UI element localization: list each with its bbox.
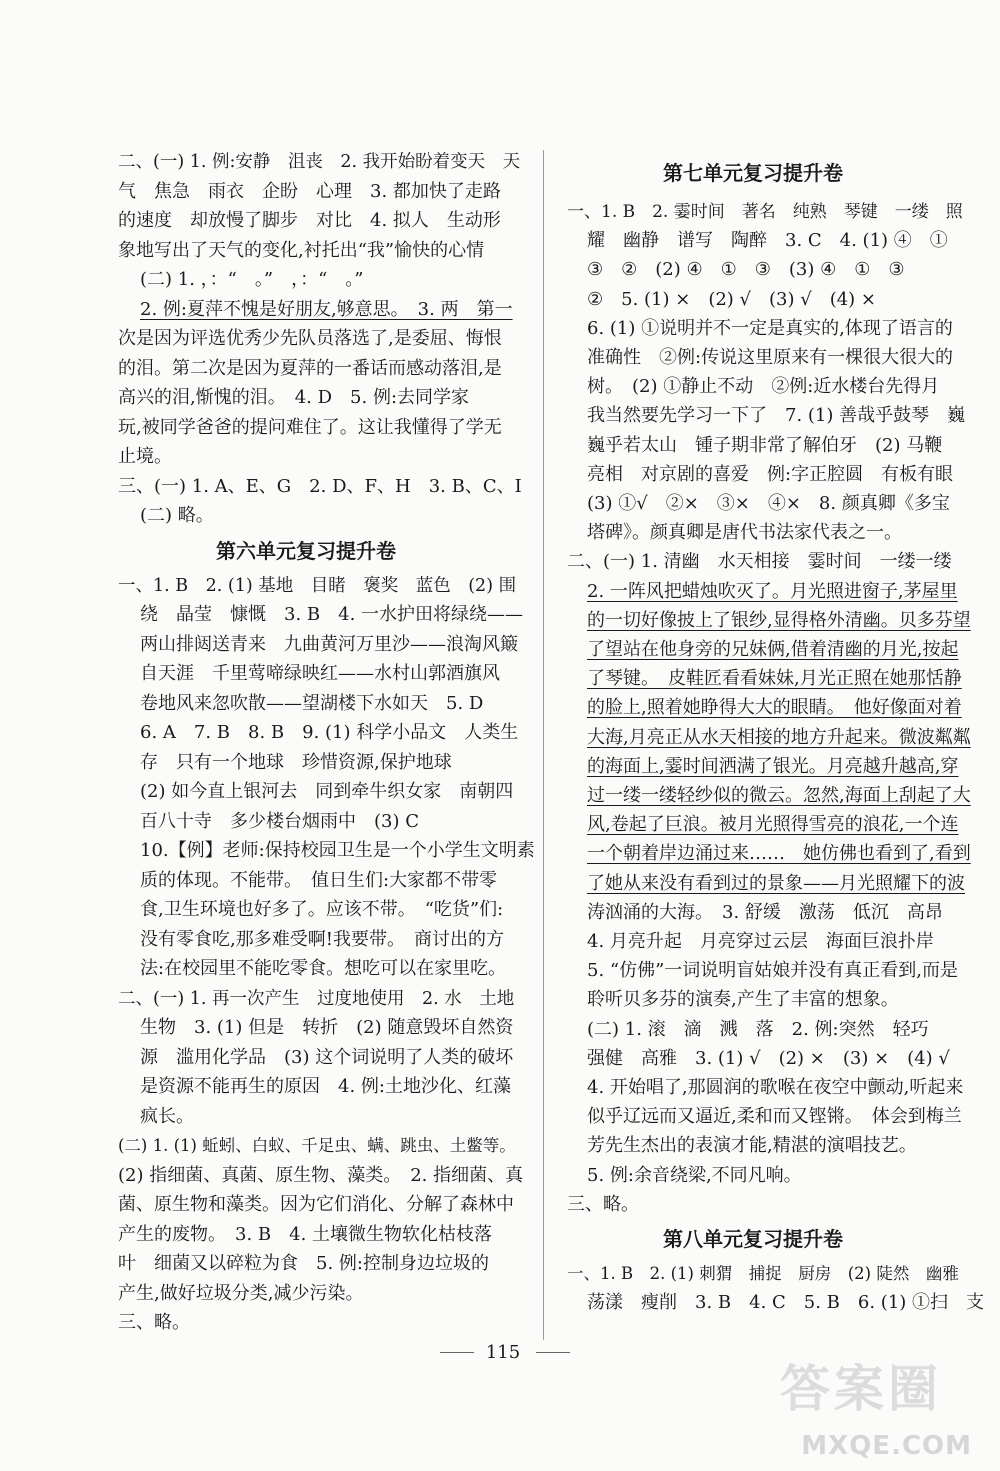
text-line: 亮相 对京剧的喜爱 例:字正腔圆 有板有眼 xyxy=(587,464,954,485)
text-line: 4. 开始唱了,那圆润的歌喉在夜空中颤动,听起来 xyxy=(587,1077,964,1098)
text-line: 高兴的泪,惭愧的泪。 4. D 5. 例:去同学家 xyxy=(118,387,470,408)
text-line: 的海面上,霎时间洒满了银光。月亮越升越高,穿 xyxy=(587,756,959,777)
text-line: 一个朝着岸边涌过来…… 她仿佛也看到了,看到 xyxy=(587,843,971,864)
text-line: 2. 一阵风把蜡烛吹灭了。月光照进窗子,茅屋里 xyxy=(587,581,958,602)
text-line: 两山排闼送青来 九曲黄河万里沙——浪淘风簸 xyxy=(140,634,518,655)
text-line: 叶 细菌又以碎粒为食 5. 例:控制身边垃圾的 xyxy=(118,1253,489,1274)
text-line: 源 滥用化学品 (3) 这个词说明了人类的破坏 xyxy=(140,1047,514,1068)
text-line: 气 焦急 雨衣 企盼 心理 3. 都加快了走路 xyxy=(118,181,501,202)
text-line: ③ ② (2) ④ ① ③ (3) ④ ① ③ xyxy=(587,259,905,280)
text-line: 三、略。 xyxy=(567,1194,639,1215)
text-line: 菌、原生物和藻类。因为它们消化、分解了森林中 xyxy=(118,1194,514,1215)
page-number: 115 xyxy=(485,1342,521,1363)
text-line: 卷地风来忽吹散——望湖楼下水如天 5. D xyxy=(140,693,484,714)
text-line: 存 只有一个地球 珍惜资源,保护地球 xyxy=(140,752,452,773)
text-line: (2) 如今直上银河去 同到牵牛织女家 南朝四 xyxy=(140,781,514,802)
section-heading: 第八单元复习提升卷 xyxy=(663,1227,843,1251)
text-line: (二) 1. ，：“ 。” ，：“ 。” xyxy=(140,269,364,290)
text-line: 了望站在他身旁的兄妹俩,借着清幽的月光,按起 xyxy=(587,639,959,660)
text-line: 二、(一) 1. 例:安静 沮丧 2. 我开始盼着变天 天 xyxy=(118,152,521,172)
text-line: 荡漾 瘦削 3. B 4. C 5. B 6. (1) ①扫 支 xyxy=(587,1292,985,1313)
text-line: 三、略。 xyxy=(118,1312,190,1333)
text-line: 了琴键。 皮鞋匠看看妹妹,月光正照在她那恬静 xyxy=(587,668,962,689)
text-line: 一、1. B 2. (1) 基地 目睹 褒奖 蓝色 (2) 围 xyxy=(118,576,517,596)
text-line: 二、(一) 1. 清幽 水天相接 霎时间 一缕一缕 xyxy=(567,551,952,572)
text-line: 耀 幽静 谱写 陶醉 3. C 4. (1) ④ ① xyxy=(587,230,948,251)
text-line: 产生的废物。 3. B 4. 土壤微生物软化枯枝落 xyxy=(118,1224,493,1245)
section-heading: 第六单元复习提升卷 xyxy=(216,538,396,563)
text-line: (二) 1. 滚 滴 溅 落 2. 例:突然 轻巧 xyxy=(587,1019,929,1040)
text-line: (2) 指细菌、真菌、原生物、藻类。 2. 指细菌、真 xyxy=(118,1165,524,1186)
divider xyxy=(543,150,544,1340)
text-line: 二、(一) 1. 再一次产生 过度地使用 2. 水 土地 xyxy=(118,989,515,1009)
text-line: ② 5. (1) × (2) √ (3) √ (4) × xyxy=(587,289,877,310)
text-line: (二) 1. (1) 蚯蚓、白蚁、千足虫、螨、跳虫、土鳖等。 xyxy=(118,1136,516,1155)
text-line: 质的体现。不能带。 值日生们:大家都不带零 xyxy=(140,870,498,891)
text-line: 止境。 xyxy=(118,446,172,467)
text-line: 10.【例】老师:保持校园卫生是一个小学生文明素 xyxy=(140,840,535,861)
section-heading: 第七单元复习提升卷 xyxy=(663,161,843,185)
text-line: 似乎辽远而又逼近,柔和而又铿锵。 体会到梅兰 xyxy=(587,1106,962,1127)
text-line: 准确性 ②例:传说这里原来有一棵很大很大的 xyxy=(587,347,954,368)
text-line: 树。 (2) ①静止不动 ②例:近水楼台先得月 xyxy=(587,376,940,397)
watermark-text: 答案圈 xyxy=(780,1360,942,1418)
text-line: 了她从来没有看到过的景象——月光照耀下的波 xyxy=(587,873,965,894)
footer-dash xyxy=(536,1352,570,1353)
text-line: 5. “仿佛”一词说明盲姑娘并没有真正看到,而是 xyxy=(587,960,959,981)
text-line: (3) ①√ ②× ③× ④× 8. 颜真卿《多宝 xyxy=(587,493,950,514)
text-line: 塔碑》。颜真卿是唐代书法家代表之一。 xyxy=(587,522,902,543)
text-line: 4. 月亮升起 月亮穿过云层 海面巨浪扑岸 xyxy=(587,931,934,952)
text-line: 2. 例:夏萍不愧是好朋友,够意思。 3. 两 第一 xyxy=(140,299,513,320)
text-line: 的一切好像披上了银纱,显得格外清幽。贝多芬望 xyxy=(587,610,971,631)
text-line: 次是因为评选优秀少先队员落选了,是委屈、悔恨 xyxy=(118,328,502,349)
text-line: 聆听贝多芬的演奏,产生了丰富的想象。 xyxy=(587,989,899,1010)
text-line: 自天涯 千里莺啼绿映红——水村山郭酒旗风 xyxy=(140,663,500,684)
text-line: 绕 晶莹 慷慨 3. B 4. 一水护田将绿绕—— xyxy=(140,604,524,625)
watermark-url: MXQE.COM xyxy=(801,1431,972,1461)
text-line: 我当然要先学习一下了 7. (1) 善哉乎鼓琴 巍 xyxy=(587,405,966,426)
text-line: 产生,做好垃圾分类,减少污染。 xyxy=(118,1283,364,1304)
text-line: 生物 3. (1) 但是 转折 (2) 随意毁坏自然资 xyxy=(140,1017,514,1038)
text-line: 一、1. B 2. (1) 刺猬 捕捉 厨房 (2) 陡然 幽雅 xyxy=(567,1264,959,1283)
text-line: 6. (1) ①说明并不一定是真实的,体现了语言的 xyxy=(587,318,953,339)
text-line: 疯长。 xyxy=(140,1106,194,1127)
text-line: 玩,被同学爸爸的提问难住了。这让我懂得了学无 xyxy=(118,417,502,438)
text-line: 食,卫生环境也好多了。应该不带。 “吃货”们: xyxy=(140,899,504,920)
text-line: 过一缕一缕轻纱似的微云。忽然,海面上刮起了大 xyxy=(587,785,971,806)
text-line: 芳先生杰出的表演才能,精湛的演唱技艺。 xyxy=(587,1135,917,1156)
text-line: 涛汹涌的大海。 3. 舒缓 激荡 低沉 高昂 xyxy=(587,902,943,923)
text-line: 没有零食吃,那多难受啊!我要带。 商讨出的方 xyxy=(140,929,504,950)
text-line: 的泪。第二次是因为夏萍的一番话而感动落泪,是 xyxy=(118,358,502,379)
text-line: 巍乎若太山 锺子期非常了解伯牙 (2) 马鞭 xyxy=(587,435,943,456)
text-line: 法:在校园里不能吃零食。想吃可以在家里吃。 xyxy=(140,958,507,979)
text-line: 是资源不能再生的原因 4. 例:土地沙化、红藻 xyxy=(140,1076,511,1097)
text-line: (二) 略。 xyxy=(140,505,214,526)
text-line: 6. A 7. B 8. B 9. (1) 科学小品文 人类生 xyxy=(140,722,519,743)
text-line: 风,卷起了巨浪。被月光照得雪亮的浪花,一个连 xyxy=(587,814,959,835)
text-line: 5. 例:余音绕梁,不同凡响。 xyxy=(587,1165,802,1186)
text-line: 强健 高雅 3. (1) √ (2) × (3) × (4) √ xyxy=(587,1048,950,1069)
text-line: 一、1. B 2. 霎时间 著名 纯熟 琴键 一缕 照 xyxy=(567,202,963,222)
text-line: 百八十寺 多少楼台烟雨中 (3) C xyxy=(140,811,419,832)
text-line: 的速度 却放慢了脚步 对比 4. 拟人 生动形 xyxy=(118,210,501,231)
text-line: 三、(一) 1. A、E、G 2. D、F、H 3. B、C、I xyxy=(118,476,522,497)
text-line: 大海,月亮正从水天相接的地方升起来。微波粼粼 xyxy=(587,727,971,748)
watermark xyxy=(780,1361,976,1461)
text-line: 象地写出了天气的变化,衬托出“我”愉快的心情 xyxy=(118,240,485,261)
text-line: 的脸上,照着她睁得大大的眼睛。 他好像面对着 xyxy=(587,697,962,718)
